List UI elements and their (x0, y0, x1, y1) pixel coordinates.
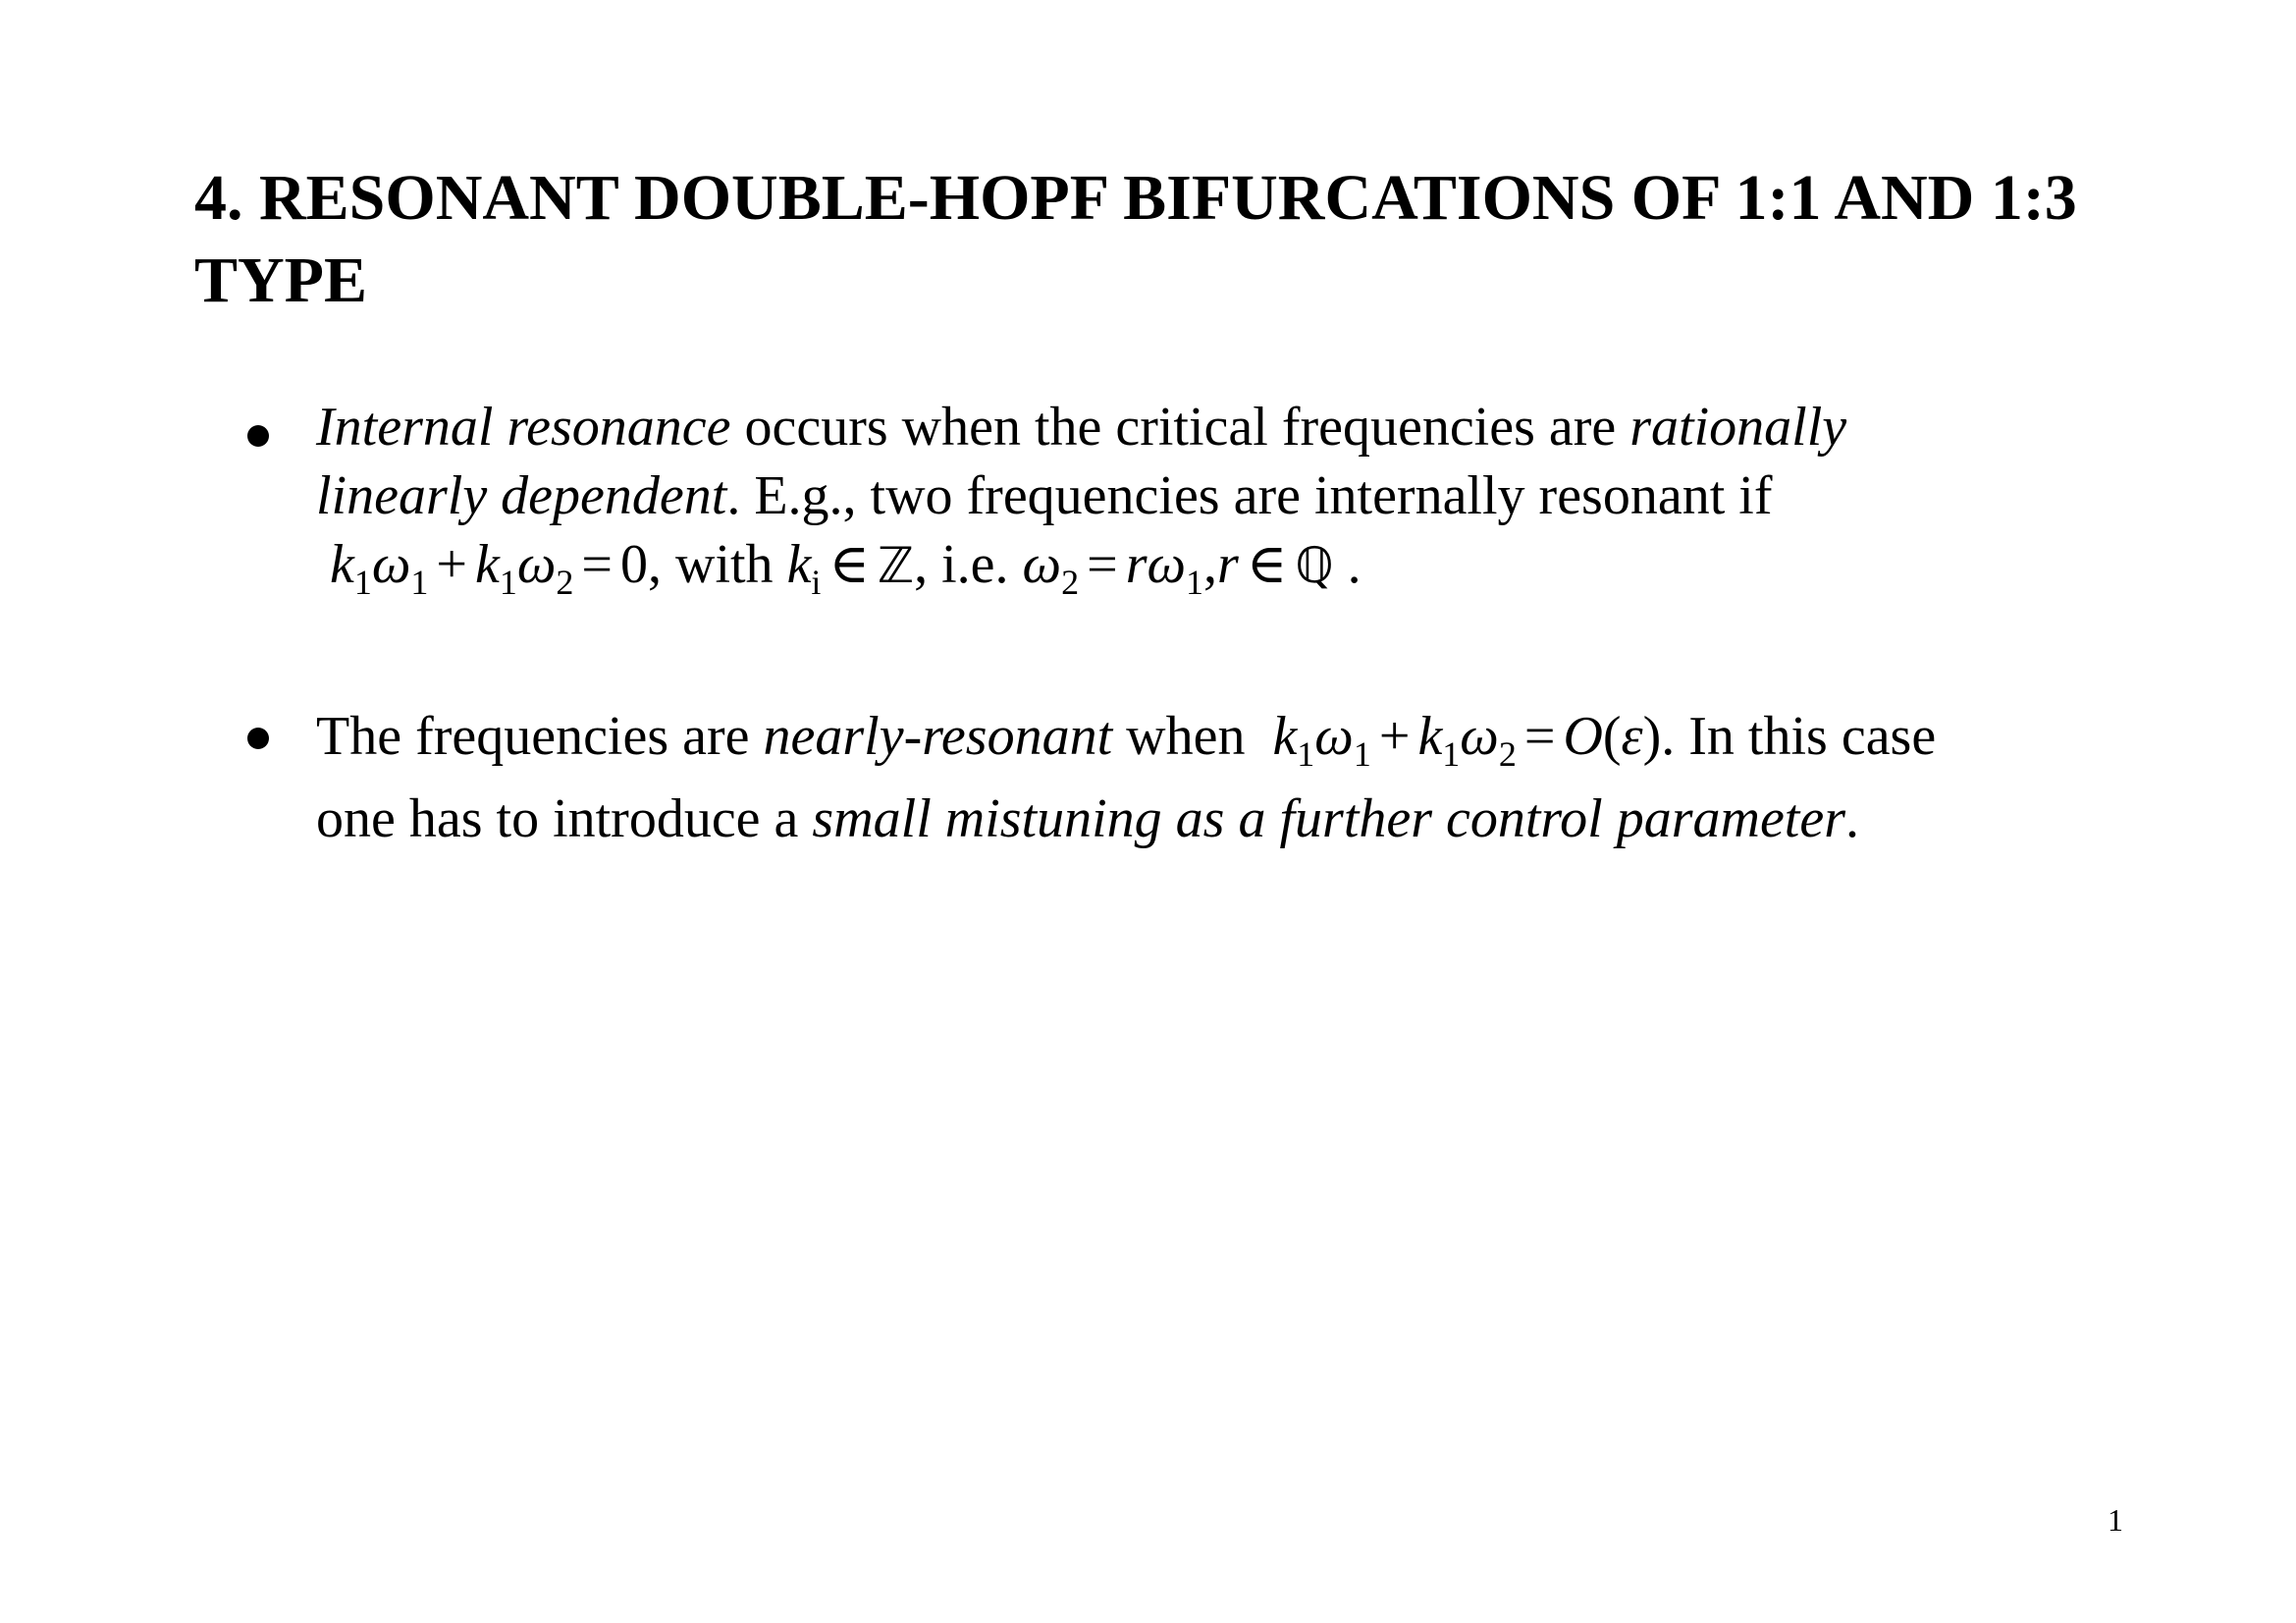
text-line (316, 393, 2142, 461)
text-segment: . In this case (1661, 706, 1937, 767)
text-segment: , with (648, 534, 787, 595)
text-segment: . (1333, 534, 1362, 595)
text-segment: . (1845, 788, 1860, 849)
text-line (316, 530, 2142, 600)
bullet-text (316, 695, 2142, 860)
page-number: 1 (2108, 1502, 2123, 1538)
text-segment: The frequencies are (316, 706, 764, 767)
equation-rational-ratio: $\omega_2 = r\omega_1,r$ ∈ ℚ (1022, 534, 1334, 602)
text-segment: occurs when the critical frequencies are (730, 397, 1630, 458)
bullet-text (316, 393, 2142, 600)
term-linearly-dependent: linearly dependent (316, 465, 727, 526)
text-line (316, 695, 2142, 778)
equation-resonance: $k_1\omega_1 + k_1\omega_2 = 0$ (330, 534, 648, 602)
text-segment: . E.g., two frequencies are internally resonant if (726, 465, 1773, 526)
text-segment: one has to introduce a (316, 788, 813, 849)
text-line (316, 778, 2142, 860)
equation-integer-set: $k_i$ ∈ ℤ (786, 534, 915, 602)
bullet-dot-icon (247, 728, 269, 749)
term-rationally: rationally (1629, 397, 1847, 458)
text-line (316, 461, 2142, 530)
text-segment: when (1112, 706, 1259, 767)
term-internal-resonance: Internal resonance (316, 397, 731, 458)
equation-near-resonance: $k_1\omega_1 + k_1\omega_2 = O(\varepsilon)$ (1272, 706, 1662, 774)
term-nearly-resonant: nearly-resonant (763, 706, 1113, 767)
page-title: 4. RESONANT DOUBLE-HOPF BIFURCATIONS OF 1:1 AND 1:3 TYPE (194, 162, 2077, 316)
bullet-dot-icon (247, 425, 269, 447)
text-segment: , i.e. (914, 534, 1023, 595)
term-small-mistuning: small mistuning as a further control parameter (812, 788, 1846, 849)
